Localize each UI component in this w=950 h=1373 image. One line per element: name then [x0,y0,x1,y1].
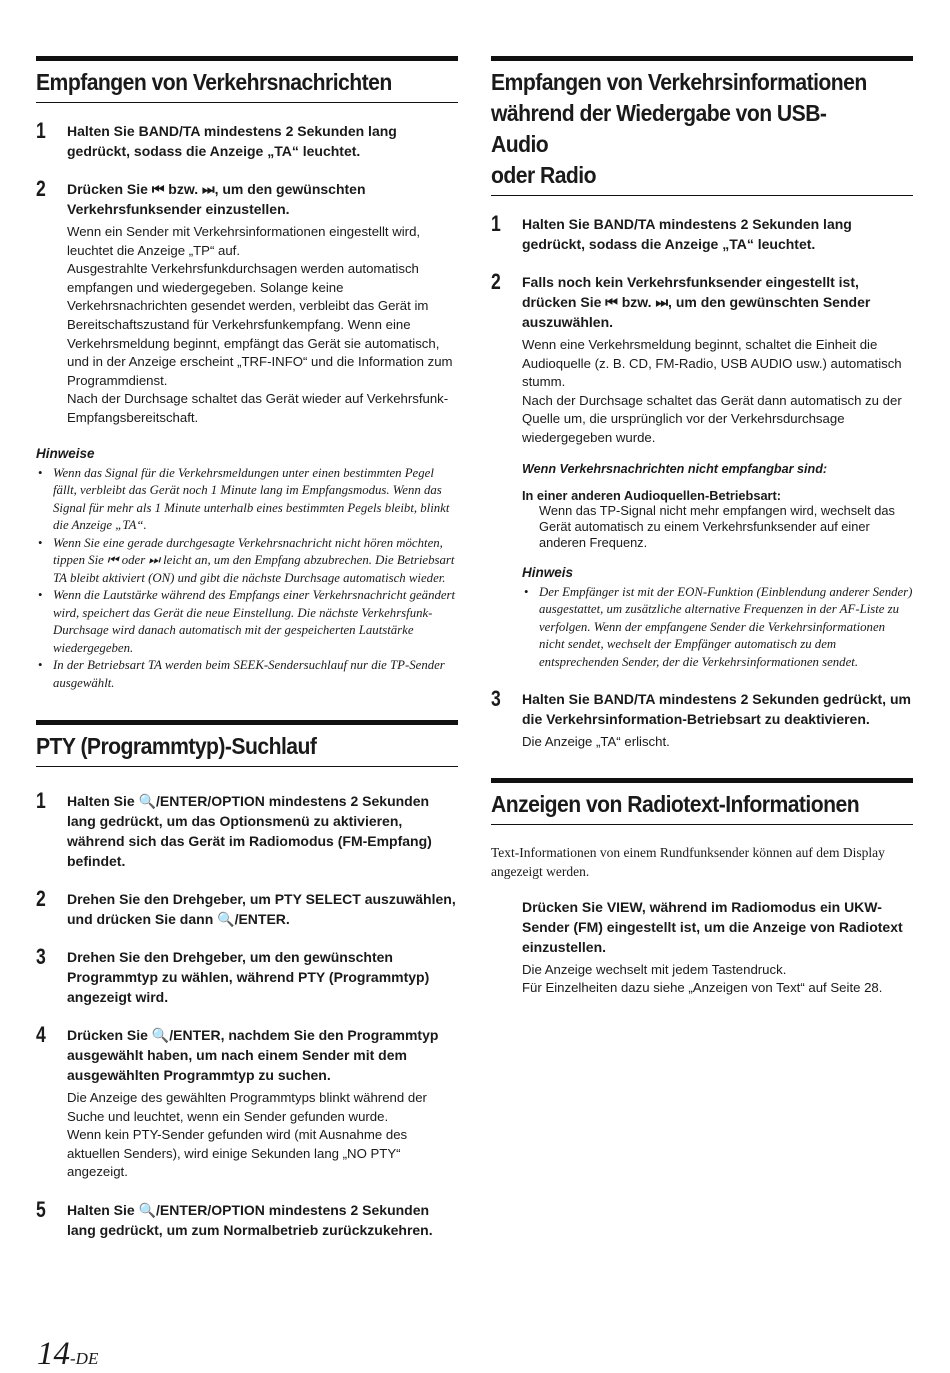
section-title: Anzeigen von Radiotext-Informationen [491,790,860,817]
instruction-block [491,897,913,998]
right-column [491,56,913,1018]
section-intro: Text-Informationen von einem Rundfunksender können auf dem Display angezeigt werden. [491,844,885,879]
section-header [36,56,458,103]
notes-list [36,465,458,693]
step-number: 1 [491,211,501,236]
step [36,1022,458,1182]
note-item: • Der Empfänger ist mit der EON-Funktion (Einblendung anderer Sender) ausgestattet, um zusätzliche alternative Frequenzen in der AF-Liste zu verfolgen. Wenn der empfangene Sender die Verkehrsinformationen nicht sendet, wechselt der Empfänger automatisch zu dem entsprechenden Sender, der die Verkehrsinformationen sendet. [522,584,913,672]
step-number: 5 [36,1197,46,1222]
step-instruction: Drücken Sie VIEW, während im Radiomodus ein UKW-Sender (FM) eingestellt ist, um die Anzeige von Radiotext einzustellen. [522,898,903,955]
section-pty-search [36,720,458,1240]
note-item: • Wenn die Lautstärke während des Empfangs einer Verkehrsnachricht geändert wird, speichert das Gerät die neue Einstellung. Die nächste Verkehrsfunk-Durchsage wird danach automatisch mit der gespeicherten Lautstärke wiedergegeben. [36,587,458,657]
step-number: 2 [491,269,501,294]
note-item: • Wenn das Signal für die Verkehrsmeldungen unter einen bestimmten Pegel fällt, verbleibt das Gerät noch 1 Minute lang im Empfangsmodus. Wenn das Signal für mehr als 1 Minute unterhalb eines bestimmten Pegels bleibt, blinkt die Anzeige „TA“. [36,465,458,535]
subsection-subheading: In einer anderen Audioquellen-Betriebsart: [522,487,782,503]
step-description: Wenn ein Sender mit Verkehrsinformationen eingestellt wird, leuchtet die Anzeige „TP“ auf. Ausgestrahlte Verkehrsfunkdurchsagen werden automatisch empfangen und wiedergegeben. Solange keine Verkehrsnachrichten gesendet werden, verbleibt das Gerät im Bereitschaftszustand für Verkehrsfunkempfang. Wenn eine Verkehrsmeldung beginnt, empfängt das Gerät sie automatisch, und in der Anzeige erscheint „TRF-INFO“ und die Information zum Programmdienst. Nach der Durchsage schaltet das Gerät wieder auf Verkehrsfunk-Empfangsbereitschaft. [67,224,453,425]
step-number: 4 [36,1022,46,1048]
notes-heading: Hinweis [522,564,574,580]
step [36,886,458,929]
step-number: 3 [491,686,501,712]
page-language-suffix: -DE [70,1349,99,1368]
section-title: PTY (Programmtyp)-Suchlauf [36,733,317,760]
step-number: 3 [36,944,46,970]
step-instruction: Drehen Sie den Drehgeber, um PTY SELECT auszuwählen, und drücken Sie dann 🔍/ENTER. [67,891,456,928]
page-footer [37,1336,98,1373]
step-number: 2 [36,176,46,201]
section-title: Empfangen von Verkehrsinformationen während der Wiedergabe von USB-Audio oder Radio [491,69,867,188]
section-traffic-news [36,56,458,692]
section-header [36,720,458,767]
step [36,944,458,1007]
step-description: Die Anzeige wechselt mit jedem Tastendruck. Für Einzelheiten dazu siehe „Anzeigen von Text“ auf Seite 28. [522,961,883,996]
step-number: 2 [36,886,46,912]
section-title: Empfangen von Verkehrsnachrichten [36,69,392,95]
section-radiotext [491,778,913,998]
step-number: 1 [36,788,46,814]
step-number: 1 [36,118,46,143]
step [36,1197,458,1240]
step-instruction: Halten Sie 🔍/ENTER/OPTION mindestens 2 Sekunden lang gedrückt, um zum Normalbetrieb zurückzukehren. [67,1202,433,1238]
section-traffic-info-usb [491,56,913,752]
step-description: Die Anzeige des gewählten Programmtyps blinkt während der Suche und leuchtet, wenn ein Sender gefunden wurde. Wenn kein PTY-Sender gefunden wird (mit Ausnahme des aktuellen Senders), wird einige Sekunden lang „NO PTY“ angezeigt. [67,1090,427,1180]
notes-heading: Hinweise [36,445,95,461]
step [36,176,458,428]
notes-list [522,584,913,672]
step [36,788,458,871]
step [491,686,913,752]
section-header [491,778,913,825]
step-description: Die Anzeige „TA“ erlischt. [522,734,670,750]
step-instruction: Drücken Sie 🔍/ENTER, nachdem Sie den Programmtyp ausgewählt haben, um nach einem Sender mit dem ausgewählten Programmtyp zu suchen. [67,1027,439,1084]
subsection-heading: Wenn Verkehrsnachrichten nicht empfangbar sind: [522,461,828,476]
section-header [491,56,913,196]
step-instruction: Halten Sie 🔍/ENTER/OPTION mindestens 2 Sekunden lang gedrückt, um das Optionsmenü zu aktivieren, während sich das Gerät im Radiomodus (FM-Empfang) befindet. [67,793,432,870]
subsection-text: Wenn das TP-Signal nicht mehr empfangen wird, wechselt das Gerät automatisch zu einem Verkehrsfunksender auf einer anderen Frequenz. [539,502,895,550]
step-description: Wenn eine Verkehrsmeldung beginnt, schaltet die Einheit die Audioquelle (z. B. CD, FM-Radio, USB AUDIO usw.) automatisch stumm. Nach der Durchsage schaltet das Gerät dann automatisch zu der Quelle um, die ursprünglich vor der Verkehrsdurchsage wiedergegeben wurde. [522,337,902,445]
step-instruction: Drehen Sie den Drehgeber, um den gewünschten Programmtyp zu wählen, während PTY (Programmtyp) angezeigt wird. [67,949,430,1006]
note-item: • In der Betriebsart TA werden beim SEEK-Sendersuchlauf nur die TP-Sender ausgewählt. [36,657,458,692]
note-item: • Wenn Sie eine gerade durchgesagte Verkehrsnachricht nicht hören möchten, tippen Sie ⏮ oder ⏭ leicht an, um den Empfang abzubrechen. Die Betriebsart TA bleibt aktiviert (ON) und gibt die nächste Durchsage automatisch wieder. [36,535,458,588]
page-number: 14 [37,1336,70,1372]
step-instruction: Halten Sie BAND/TA mindestens 2 Sekunden gedrückt, um die Verkehrsinformation-Betriebsart zu deaktivieren. [522,691,911,728]
step-instruction: Halten Sie BAND/TA mindestens 2 Sekunden lang gedrückt, sodass die Anzeige „TA“ leuchtet. [522,216,852,252]
step [36,118,458,161]
step-instruction: Drücken Sie ⏮ bzw. ⏭, um den gewünschten Verkehrsfunksender einzustellen. [67,181,366,217]
step [491,269,913,671]
left-column [36,56,458,1260]
step [491,211,913,254]
step-instruction: Halten Sie BAND/TA mindestens 2 Sekunden lang gedrückt, sodass die Anzeige „TA“ leuchtet. [67,123,397,159]
step-instruction: Falls noch kein Verkehrsfunksender eingestellt ist, drücken Sie ⏮ bzw. ⏭, um den gewünschten Sender auszuwählen. [522,274,871,330]
